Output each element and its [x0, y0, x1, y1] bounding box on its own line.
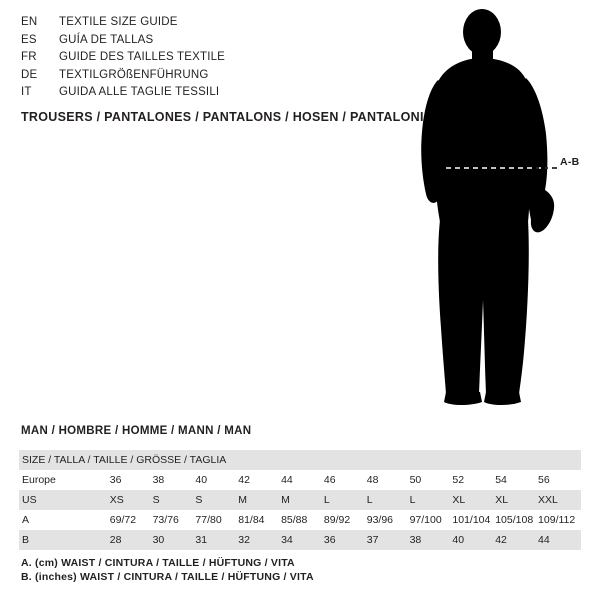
language-code: DE [21, 68, 38, 81]
row-label: B [19, 530, 110, 550]
cell: 97/100 [409, 514, 442, 526]
cell: S [195, 490, 238, 510]
cell: 38 [152, 474, 165, 486]
man-silhouette-figure [410, 8, 600, 408]
cell: 56 [538, 474, 550, 486]
cell: 44 [538, 530, 581, 550]
cell: 32 [238, 530, 281, 550]
cell: 46 [323, 474, 336, 486]
cell: 93/96 [366, 514, 394, 526]
cell: L [367, 490, 410, 510]
cell: 101/104 [452, 514, 491, 526]
cell: 50 [409, 474, 422, 486]
cell: 89/92 [323, 514, 351, 526]
table-title: MAN / HOMBRE / HOMME / MANN / MAN [21, 425, 252, 437]
cell: 36 [324, 530, 367, 550]
table-row [19, 490, 581, 510]
cell: 42 [495, 530, 538, 550]
language-list [21, 14, 421, 102]
language-code: ES [21, 33, 37, 46]
footnote-b: B. (inches) WAIST / CINTURA / TAILLE / HÜFTUNG / VITA [21, 571, 314, 583]
cell: 31 [195, 530, 238, 550]
language-row [21, 49, 421, 67]
cell: 34 [281, 530, 324, 550]
language-row [21, 84, 421, 102]
cell: XXL [538, 490, 581, 510]
table-row [19, 530, 581, 550]
language-code: EN [21, 16, 38, 28]
language-row [21, 67, 421, 85]
cell: 28 [110, 530, 153, 550]
measurement-label-ab: A-B [560, 156, 580, 168]
size-table [19, 450, 581, 550]
cell: 44 [281, 474, 293, 486]
row-label: SIZE / TALLA / TAILLE / GRÖSSE / TAGLIA [19, 450, 581, 470]
cell: 54 [495, 474, 507, 486]
cell: L [324, 490, 367, 510]
cell: 85/88 [281, 514, 308, 526]
cell: 40 [195, 474, 208, 486]
row-label: A [22, 514, 30, 526]
cell: XL [452, 490, 495, 510]
language-row [21, 14, 421, 32]
cell: 81/84 [238, 514, 265, 526]
language-text: TEXTILE SIZE GUIDE [59, 16, 178, 28]
cell: 42 [238, 474, 250, 486]
cell: 52 [452, 474, 465, 486]
table-row [19, 510, 581, 530]
cell: 40 [452, 530, 495, 550]
cell: 73/76 [152, 514, 179, 526]
footnotes [21, 556, 314, 584]
language-code: IT [21, 86, 32, 98]
language-row [21, 32, 421, 50]
cell: 48 [366, 474, 379, 486]
cell: 77/80 [195, 514, 222, 526]
cell: XS [110, 490, 153, 510]
cell: S [153, 490, 196, 510]
language-text: TEXTILGRÖßENFÜHRUNG [59, 68, 209, 81]
cell: 109/112 [538, 514, 576, 526]
cell: 37 [367, 530, 410, 550]
table-row [19, 450, 581, 470]
cell: XL [495, 490, 538, 510]
cell: M [281, 490, 324, 510]
cell: 38 [410, 530, 453, 550]
cell: 69/72 [109, 514, 137, 526]
cell: 30 [153, 530, 196, 550]
row-label: US [19, 490, 110, 510]
language-text: GUIDA ALLE TAGLIE TESSILI [59, 86, 220, 98]
cell: 105/108 [495, 514, 534, 526]
table-row [19, 470, 581, 490]
language-text: GUÍA DE TALLAS [59, 33, 154, 46]
language-code: FR [21, 51, 37, 63]
section-title: TROUSERS / PANTALONES / PANTALONS / HOSEN / PANTALONI [21, 110, 424, 124]
language-text: GUIDE DES TAILLES TEXTILE [59, 51, 226, 63]
cell: M [238, 490, 281, 510]
cell: L [410, 490, 453, 510]
cell: 36 [109, 474, 122, 486]
footnote-a: A. (cm) WAIST / CINTURA / TAILLE / HÜFTUNG / VITA [21, 557, 295, 569]
row-label: Europe [22, 474, 56, 486]
